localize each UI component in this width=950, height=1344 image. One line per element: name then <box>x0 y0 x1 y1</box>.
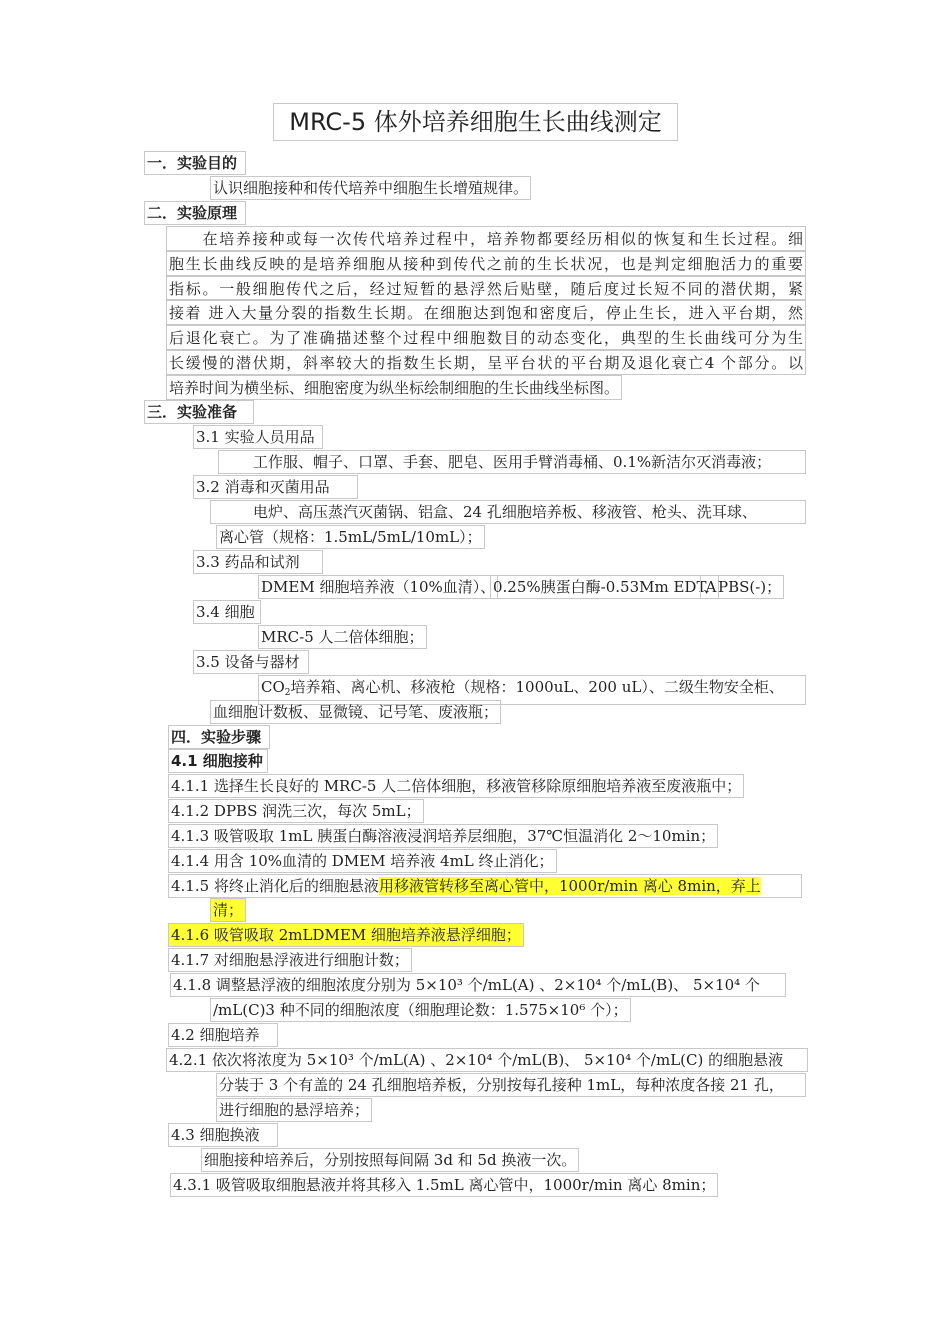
principle-paragraph <box>166 226 806 401</box>
subsection-4-1: 4.1 细胞接种 <box>168 749 268 773</box>
reagents-trypsin: 0.25%胰蛋白酶-0.53Mm EDTA <box>490 575 719 599</box>
reagents-medium: DMEM 细胞培养液（10%血清）、 <box>258 575 498 599</box>
subsection-3-2: 3.2 消毒和灭菌用品 <box>193 475 358 499</box>
document-title: MRC-5 体外培养细胞生长曲线测定 <box>273 103 678 141</box>
subsection-4-3: 4.3 细胞换液 <box>168 1123 278 1147</box>
section-heading-preparation: 三．实验准备 <box>144 400 254 424</box>
principle-line: 后退化衰亡。为了准确描述整个过程中细胞数目的动态变化，典型的生长曲线可分为生 <box>166 325 806 350</box>
section-heading-purpose: 一．实验目的 <box>144 151 246 175</box>
principle-line: 在培养接种或每一次传代培养过程中，培养物都要经历相似的恢复和生长过程。细 <box>166 226 806 251</box>
purpose-text: 认识细胞接种和传代培养中细胞生长增殖规律。 <box>210 176 531 200</box>
principle-line: 长缓慢的潜伏期，斜率较大的指数生长期，呈平台状的平台期及退化衰亡4 个部分。以 <box>166 350 806 375</box>
co2-subscript: 2 <box>284 688 291 698</box>
step-4-1-3: 4.1.3 吸管吸取 1mL 胰蛋白酶溶液浸润培养层细胞，37℃恒温消化 2～10min； <box>168 824 718 848</box>
step-4-1-1: 4.1.1 选择生长良好的 MRC-5 人二倍体细胞，移液管移除原细胞培养液至废液瓶中； <box>168 774 744 798</box>
sterilization-items-line2: 离心管（规格：1.5mL/5mL/10mL）； <box>216 525 485 549</box>
sterilization-items-line1: 电炉、高压蒸汽灭菌锅、铝盒、24 孔细胞培养板、移液管、枪头、洗耳球、 <box>210 500 806 524</box>
co2-label: CO <box>261 678 285 696</box>
subsection-4-2: 4.2 细胞培养 <box>168 1023 278 1047</box>
principle-line: 指标。一般细胞传代之后，经过短暂的悬浮然后贴壁，随后度过长短不同的潜伏期，紧 <box>166 276 806 301</box>
cell-line-text: MRC-5 人二倍体细胞； <box>258 625 427 649</box>
step-4-1-6: 4.1.6 吸管吸取 2mLDMEM 细胞培养液悬浮细胞； <box>168 923 524 947</box>
medium-change-text: 细胞接种培养后，分别按照每间隔 3d 和 5d 换液一次。 <box>201 1148 579 1172</box>
step-4-1-5-highlight: 用移液管转移至离心管中，1000r/min 离心 8min，弃上 <box>378 877 761 895</box>
step-4-1-5-continued: 清； <box>210 898 246 922</box>
subsection-3-1: 3.1 实验人员用品 <box>193 425 323 449</box>
equipment-items: 培养箱、离心机、移液枪（规格：1000uL、200 uL）、二级生物安全柜、 <box>290 678 784 696</box>
step-4-1-8-line1: 4.1.8 调整悬浮液的细胞浓度分别为 5×10³ 个/mL(A) 、2×10⁴ 个/mL(B)、 5×10⁴ 个 <box>170 973 786 997</box>
step-4-3-1: 4.3.1 吸管吸取细胞悬液并将其移入 1.5mL 离心管中，1000r/min 离心 8min； <box>170 1173 718 1197</box>
equipment-line2: 血细胞计数板、显微镜、记号笔、废液瓶； <box>210 700 501 724</box>
step-4-1-8-line2: /mL(C)3 种不同的细胞浓度（细胞理论数：1.575×10⁶ 个）； <box>210 998 631 1022</box>
personnel-items: 工作服、帽子、口罩、手套、肥皂、医用手臂消毒桶、0.1%新洁尔灭消毒液； <box>218 450 806 474</box>
step-4-1-7: 4.1.7 对细胞悬浮液进行细胞计数； <box>168 948 412 972</box>
subsection-3-3: 3.3 药品和试剂 <box>193 550 323 574</box>
principle-line: 接着 进入大量分裂的指数生长期。在细胞达到饱和密度后，停止生长，进入平台期，然 <box>166 300 806 325</box>
step-4-1-2: 4.1.2 DPBS 润洗三次，每次 5mL； <box>168 799 424 823</box>
principle-line: 培养时间为横坐标、细胞密度为纵坐标绘制细胞的生长曲线坐标图。 <box>166 375 622 400</box>
principle-line: 胞生长曲线反映的是培养细胞从接种到传代之前的生长状况，也是判定细胞活力的重要 <box>166 251 806 276</box>
step-4-1-4: 4.1.4 用含 10%血清的 DMEM 培养液 4mL 终止消化； <box>168 849 557 873</box>
section-heading-principle: 二．实验原理 <box>144 201 246 225</box>
subsection-3-5: 3.5 设备与器材 <box>193 650 309 674</box>
reagents-pbs: 、PBS(-)； <box>700 575 784 599</box>
step-4-2-1-line2: 分装于 3 个有盖的 24 孔细胞培养板，分别按每孔接种 1mL，每种浓度各接 21 孔， <box>216 1073 806 1097</box>
section-heading-procedure: 四．实验步骤 <box>168 725 270 749</box>
step-4-2-1-line3: 进行细胞的悬浮培养； <box>216 1098 372 1122</box>
step-4-1-5-start: 4.1.5 将终止消化后的细胞悬液 <box>171 877 379 895</box>
subsection-3-4: 3.4 细胞 <box>193 600 261 624</box>
step-4-1-5 <box>168 874 802 898</box>
step-4-2-1-line1: 4.2.1 依次将浓度为 5×10³ 个/mL(A) 、2×10⁴ 个/mL(B)、 5×10⁴ 个/mL(C) 的细胞悬液 <box>166 1048 808 1072</box>
